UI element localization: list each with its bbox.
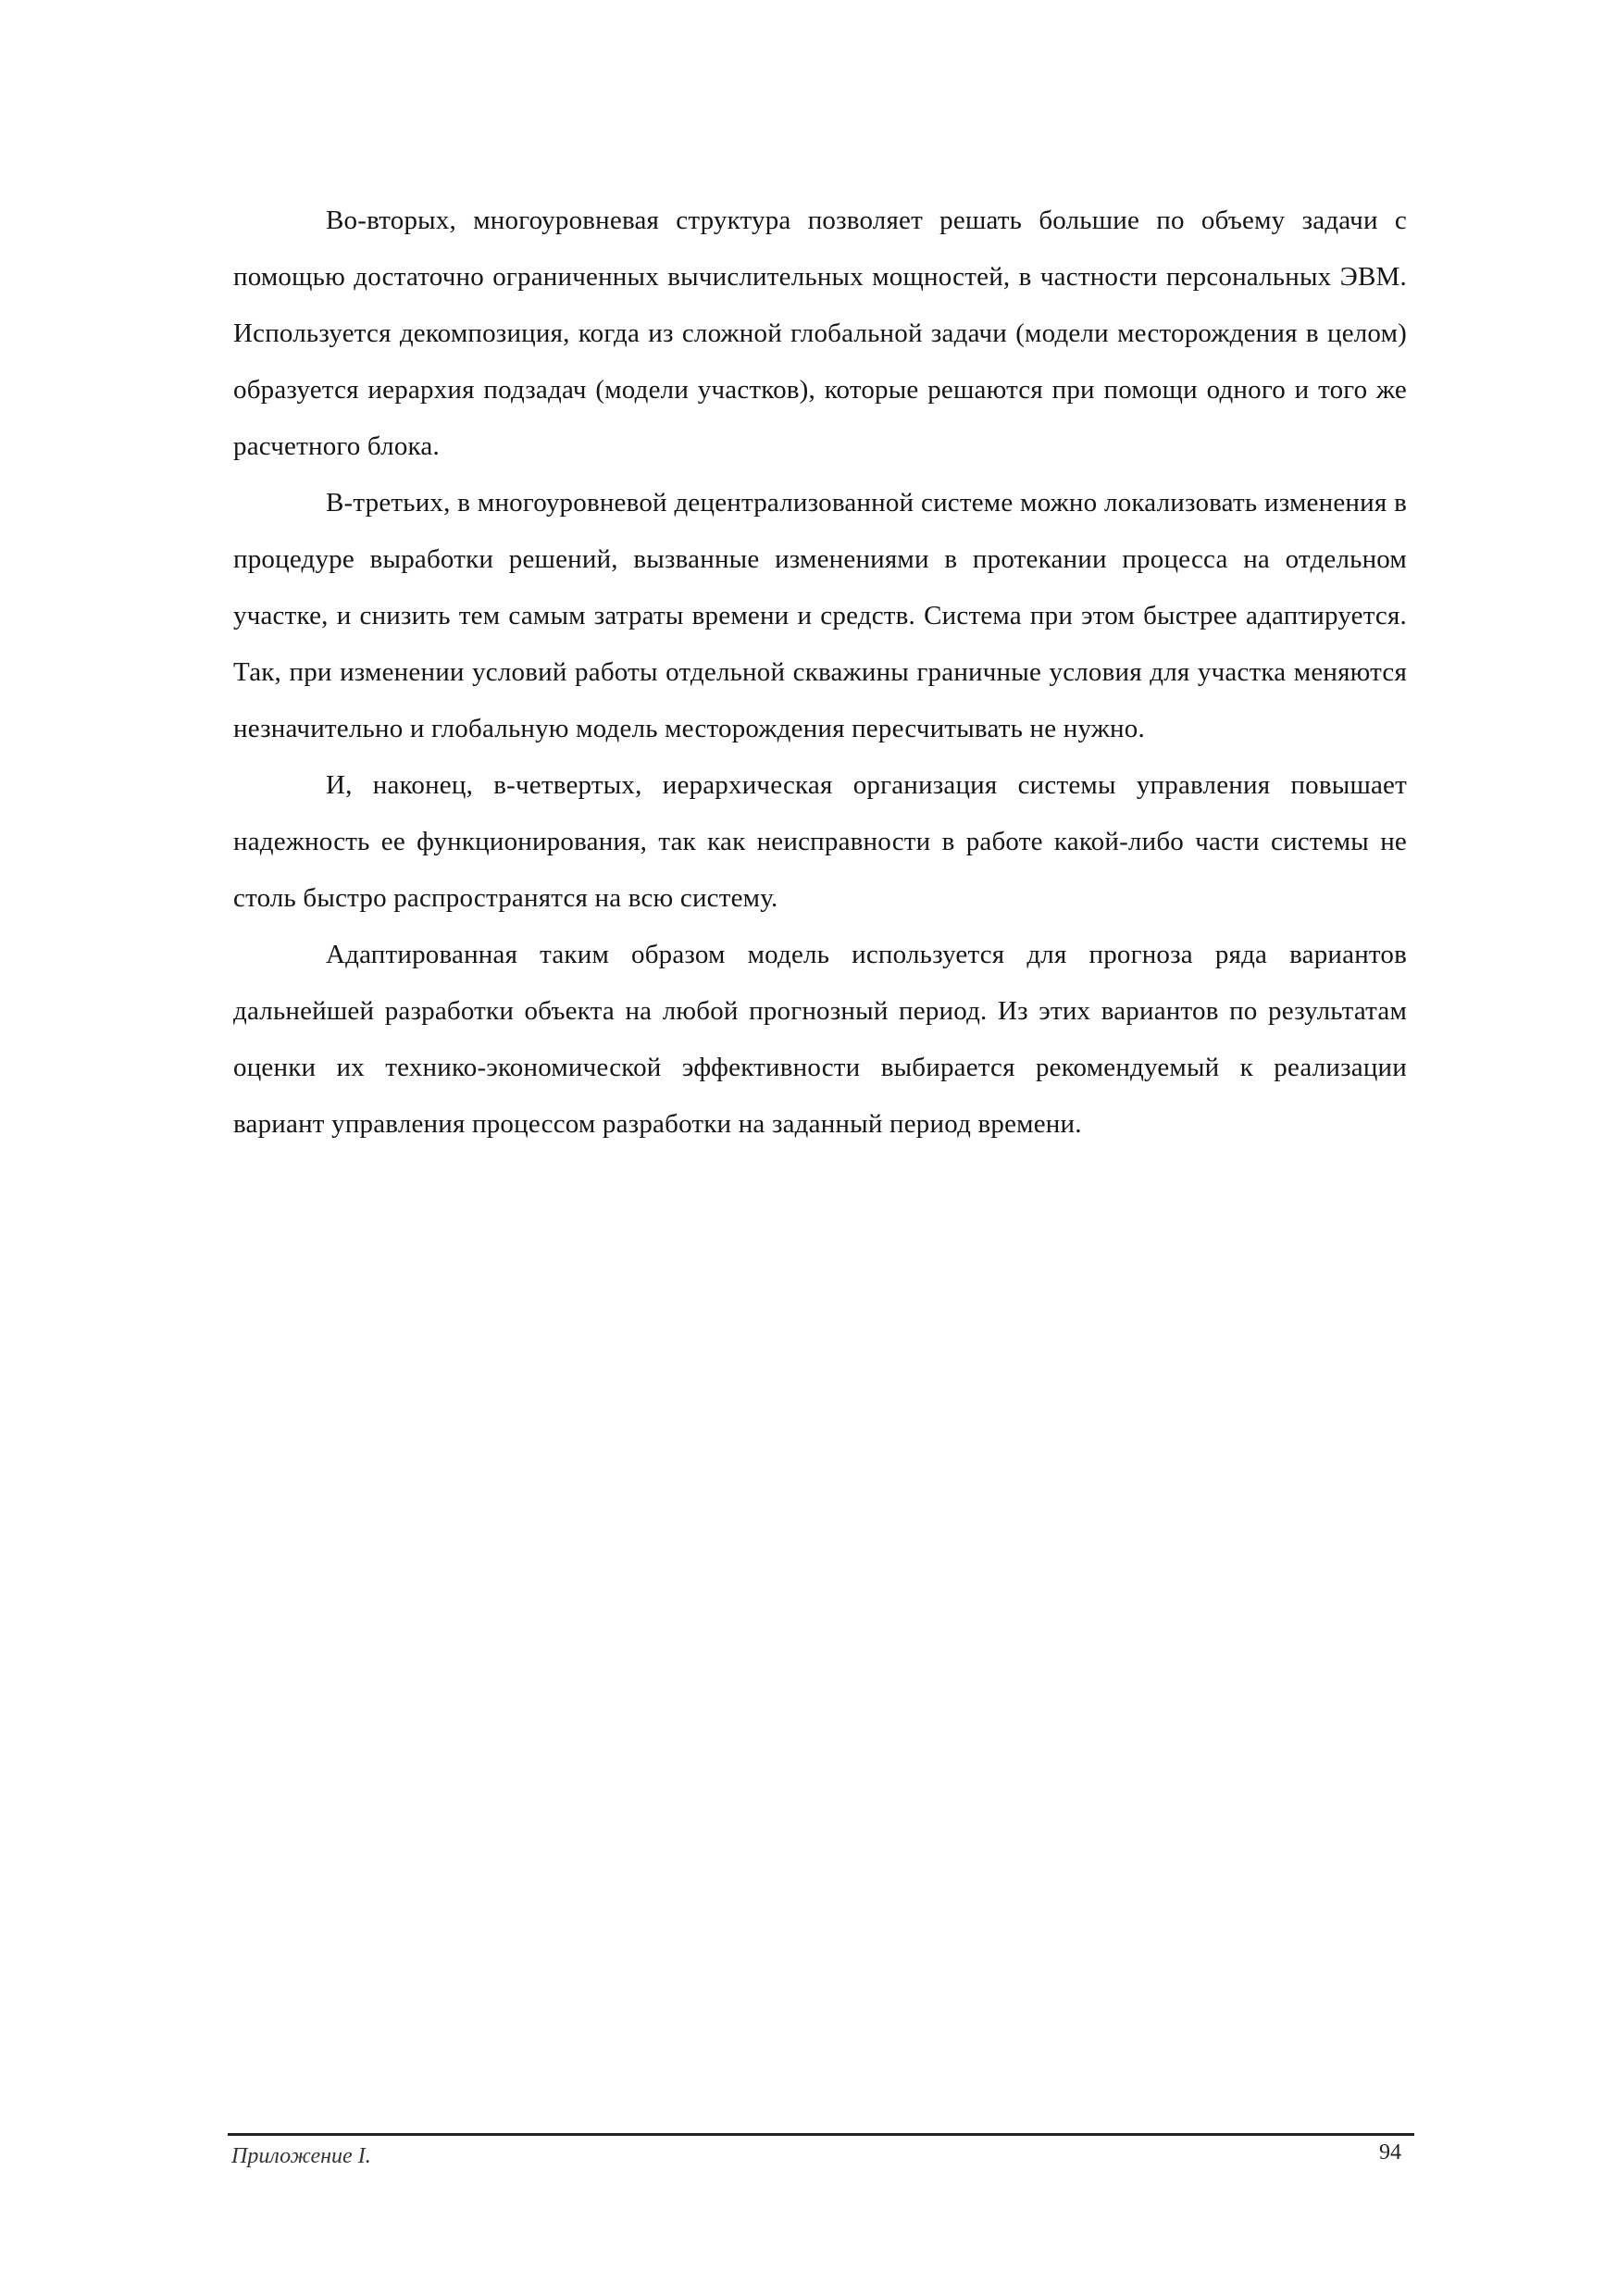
paragraph-third-point: В-третьих, в многоуровневой децентрализованной системе можно локализовать изменения в процедуре выработки решений, вызванные изменениями в протекании процесса на отдельном участке, и снизить тем самым затраты времени и средств. Система при этом быстрее адаптируется. Так, при изменении условий работы отдельной скважины граничные условия для участка меняются незначительно и глобальную модель месторождения пересчитывать не нужно. — [233, 488, 1407, 743]
paragraph-fourth-point: И, наконец, в-четвертых, иерархическая организация системы управления повышает надежность ее функционирования, так как неисправности в работе какой-либо части системы не столь быстро распространятся на всю систему. — [233, 770, 1407, 913]
footer-divider — [228, 2133, 1414, 2136]
paragraph-second-point: Во-вторых, многоуровневая структура позволяет решать большие по объему задачи с помощью достаточно ограниченных вычислительных мощностей, в частности персональных ЭВМ. Используется декомпозиция, когда из сложной глобальной задачи (модели месторождения в целом) образуется иерархия подзадач (модели участков), которые решаются при помощи одного и того же расчетного блока. — [233, 206, 1407, 461]
footer-label: Приложение I. — [231, 2144, 371, 2168]
page-number: 94 — [1379, 2140, 1401, 2165]
body-text — [233, 193, 1407, 1153]
paragraph-adapted-model: Адаптированная таким образом модель используется для прогноза ряда вариантов дальнейшей разработки объекта на любой прогнозный период. Из этих вариантов по результатам оценки их технико-экономической эффективности выбирается рекомендуемый к реализации вариант управления процессом разработки на заданный период времени. — [233, 940, 1407, 1139]
